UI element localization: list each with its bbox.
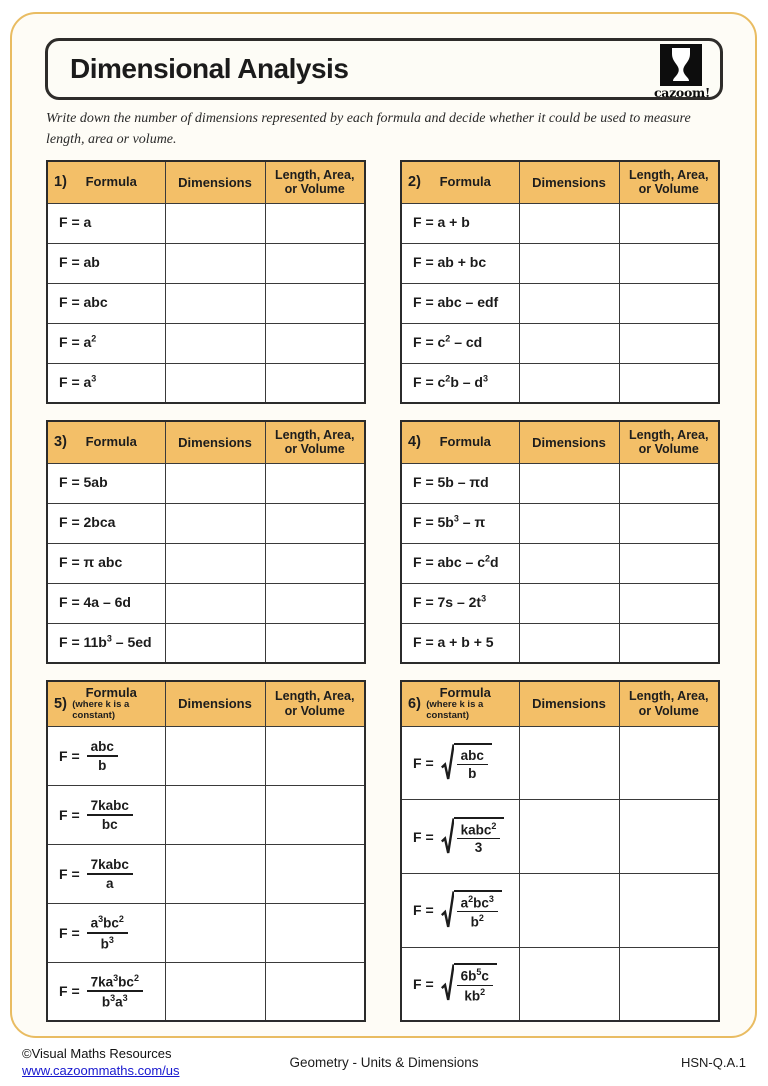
dimensions-header-cell: Dimensions [519,681,619,726]
formula-cell [47,203,165,243]
formula-cell [401,726,519,800]
table-4 [400,420,720,664]
table-row [47,283,365,323]
formula-header-cell [401,161,519,203]
table-header-row [401,681,719,726]
formula-cell [47,283,165,323]
table-row [47,583,365,623]
formula-cell [47,243,165,283]
dimensions-answer-cell [519,283,619,323]
formula-text: F = $\frac{\text{7kabc}}{a}$ [59,857,133,891]
fraction: $\frac{a^3bc^2}{b^3}$ [87,914,128,951]
fraction: $\frac{6b^5c}{kb^2}$ [457,967,493,1003]
formula-cell [401,947,519,1021]
formula-header-label: Formula [85,684,137,700]
formula-cell [47,323,165,363]
dimensions-answer-cell [519,800,619,874]
table-row [401,323,719,363]
formula-cell [401,583,519,623]
formula-text: F = abc – edf [413,294,499,310]
length-area-volume-answer-cell [265,785,365,844]
formula-text: $F = 7s - 2t^3$ [413,593,487,611]
table-row [401,203,719,243]
length-area-volume-answer-cell [619,503,719,543]
formula-header-label: Formula [85,174,137,190]
square-root [441,890,502,931]
square-root [441,963,497,1004]
dimensions-header-cell: Dimensions [519,161,619,203]
table-3 [46,420,366,664]
formula-cell [47,543,165,583]
table-5 [46,680,366,1022]
dimensions-answer-cell [519,623,619,663]
radical-sign-icon [441,817,454,857]
table-6 [400,680,720,1022]
footer-topic: Geometry - Units & Dimensions [289,1055,479,1070]
length-area-volume-answer-cell [619,623,719,663]
table-row [47,962,365,1021]
formula-cell [47,962,165,1021]
cazoom-logo [654,44,711,100]
dimensions-answer-cell [519,203,619,243]
table-row [47,844,365,903]
table-row [401,947,719,1021]
length-area-volume-answer-cell [265,503,365,543]
dimensions-answer-cell [519,543,619,583]
dimensions-answer-cell [165,243,265,283]
dimensions-answer-cell [165,962,265,1021]
length-area-volume-answer-cell [619,543,719,583]
square-root [441,817,505,857]
table-header-row [47,421,365,463]
length-area-volume-answer-cell [265,903,365,962]
table-row [47,203,365,243]
fraction: $\frac{\text{abc}}{b}$ [87,739,118,773]
length-area-volume-answer-cell [619,203,719,243]
dimensions-answer-cell [519,873,619,947]
fraction: $\frac{\text{7kabc}}{bc}$ [87,798,133,832]
formula-text: F = ab + bc [413,254,487,270]
formula-text: F = 2bca [59,514,116,530]
footer-website-link[interactable]: www.cazoommaths.com/us [22,1062,180,1078]
dimensions-header-cell: Dimensions [165,681,265,726]
length-area-volume-answer-cell [619,283,719,323]
length-area-volume-answer-cell [265,583,365,623]
length-area-volume-answer-cell [265,543,365,583]
formula-cell [47,503,165,543]
formula-header-label: Formula [439,434,491,450]
formula-text: $F = 5b^3 - \pi$ [413,513,486,531]
formula-cell [47,623,165,663]
formula-text: $F = c^2b - d^3$ [413,373,488,391]
formula-text: F = abc – $c^2d$ [413,553,499,571]
length-area-volume-header-cell: Length, Area, or Volume [265,681,365,726]
table-header-row [401,161,719,203]
length-area-volume-answer-cell [619,243,719,283]
formula-text: F = a [59,214,92,230]
table-number: 4) [408,434,421,451]
fraction: $\frac{a^2bc^3}{b^2}$ [457,894,498,930]
dimensions-answer-cell [165,785,265,844]
length-area-volume-answer-cell [619,323,719,363]
formula-cell [47,785,165,844]
formula-text: F = a + b [413,214,470,230]
fraction: $\frac{\text{7kabc}}{a}$ [87,857,133,891]
formula-cell [401,873,519,947]
constant-note: (where k is a constant) [426,698,484,721]
table-row [47,543,365,583]
formula-text: F = $\frac{7ka^3bc^2}{b^3a^3}$ [59,973,143,1010]
table-row [47,623,365,663]
dimensions-answer-cell [165,623,265,663]
length-area-volume-answer-cell [265,243,365,283]
length-area-volume-answer-cell [265,726,365,785]
formula-text: $F = c^2$ – cd [413,333,483,351]
page-title: Dimensional Analysis [70,53,349,84]
formula-cell [401,463,519,503]
dimensions-answer-cell [519,947,619,1021]
formula-text: F = $\frac{\text{7kabc}}{bc}$ [59,798,133,832]
formula-cell [47,903,165,962]
dimensions-answer-cell [165,844,265,903]
dimensions-answer-cell [519,583,619,623]
table-row [401,800,719,874]
radical-sign-icon [441,890,454,931]
length-area-volume-answer-cell [265,363,365,403]
formula-cell [47,363,165,403]
formula-cell [401,323,519,363]
dimensions-answer-cell [519,503,619,543]
length-area-volume-answer-cell [265,962,365,1021]
formula-header-cell [401,421,519,463]
formula-cell [401,363,519,403]
instructions-text: Write down the number of dimensions represented by each formula and decide whether it could be used to measure length, area or volume. [46,111,691,147]
table-row [401,726,719,800]
dimensions-answer-cell [165,583,265,623]
dimensions-answer-cell [165,543,265,583]
table-number: 5) [54,695,67,712]
length-area-volume-answer-cell [265,623,365,663]
table-row [47,243,365,283]
table-1 [46,160,366,404]
formula-header-label: Formula [439,684,491,700]
table-header-row [47,681,365,726]
table-2 [400,160,720,404]
dimensions-answer-cell [519,243,619,283]
table-number: 2) [408,174,421,191]
radical-sign-icon [441,963,454,1004]
formula-text: F = $\frac{a^3bc^2}{b^3}$ [59,914,128,951]
length-area-volume-header-cell: Length, Area, or Volume [265,161,365,203]
square-root [441,743,492,783]
length-area-volume-header-cell: Length, Area, or Volume [619,421,719,463]
table-row [401,583,719,623]
dimensions-answer-cell [519,726,619,800]
formula-text: $F = a^2$ [59,333,97,351]
formula-text: F = ab [59,254,100,270]
table-row [47,503,365,543]
dimensions-answer-cell [519,463,619,503]
footer-copyright: ©Visual Maths Resources [22,1046,172,1061]
table-header-row [401,421,719,463]
dimensions-answer-cell [519,363,619,403]
formula-cell [401,800,519,874]
length-area-volume-answer-cell [619,873,719,947]
length-area-volume-answer-cell [619,726,719,800]
table-row [401,363,719,403]
formula-text: F = 4a – 6d [59,594,131,610]
formula-cell [401,543,519,583]
formula-cell [401,283,519,323]
cazoom-logo-icon [660,44,702,86]
length-area-volume-answer-cell [265,844,365,903]
dimensions-answer-cell [165,283,265,323]
length-area-volume-answer-cell [265,463,365,503]
title-box [45,38,723,100]
formula-text: F = $\frac{\text{abc}}{b}$ [413,743,492,783]
formula-header-cell [47,421,165,463]
footer-standard-code: HSN-Q.A.1 [680,1055,746,1070]
dimensions-answer-cell [165,323,265,363]
formula-text: F = $\frac{\text{abc}}{b}$ [59,739,118,773]
table-row [401,243,719,283]
formula-cell [401,503,519,543]
table-row [401,623,719,663]
formula-header-label: Formula [85,434,137,450]
formula-header-cell [47,161,165,203]
dimensions-answer-cell [165,363,265,403]
length-area-volume-answer-cell [619,363,719,403]
formula-text: F = π abc [59,554,123,570]
table-row [47,785,365,844]
table-number: 3) [54,434,67,451]
dimensions-answer-cell [165,203,265,243]
dimensions-header-cell: Dimensions [519,421,619,463]
length-area-volume-answer-cell [619,463,719,503]
dimensions-header-cell: Dimensions [165,421,265,463]
table-row [401,873,719,947]
length-area-volume-header-cell: Length, Area, or Volume [265,421,365,463]
formula-text: F = $\frac{6b^5c}{kb^2}$ [413,963,497,1004]
formula-cell [401,243,519,283]
table-row [401,503,719,543]
formula-cell [47,463,165,503]
formula-cell [401,203,519,243]
length-area-volume-header-cell: Length, Area, or Volume [619,681,719,726]
dimensions-header-cell: Dimensions [165,161,265,203]
table-number: 1) [54,174,67,191]
table-row [401,463,719,503]
length-area-volume-answer-cell [265,283,365,323]
table-row [47,363,365,403]
brand-text: cazoom! [654,85,711,100]
constant-note: (where k is a constant) [72,698,130,721]
fraction: $\frac{kabc^2}{3}$ [457,821,501,856]
table-row [47,463,365,503]
table-row [401,283,719,323]
formula-text: F = $\frac{kabc^2}{3}$ [413,817,504,857]
fraction: $\frac{7ka^3bc^2}{b^3a^3}$ [87,973,143,1010]
dimensions-answer-cell [165,503,265,543]
length-area-volume-answer-cell [619,583,719,623]
formula-cell [47,726,165,785]
length-area-volume-answer-cell [619,800,719,874]
fraction: $\frac{\text{abc}}{b}$ [457,748,488,781]
formula-header-cell [401,681,519,726]
formula-cell [47,844,165,903]
length-area-volume-answer-cell [619,947,719,1021]
formula-header-label: Formula [439,174,491,190]
table-row [401,543,719,583]
radical-sign-icon [441,743,454,783]
dimensions-answer-cell [165,726,265,785]
dimensions-answer-cell [165,903,265,962]
length-area-volume-header-cell: Length, Area, or Volume [619,161,719,203]
formula-text: F = a + b + 5 [413,633,494,650]
formula-cell [401,623,519,663]
formula-header-cell [47,681,165,726]
table-number: 6) [408,695,421,712]
length-area-volume-answer-cell [265,323,365,363]
formula-text: F = abc [59,294,108,310]
formula-text: F = 5b – πd [413,474,489,490]
dimensions-answer-cell [165,463,265,503]
dimensions-answer-cell [519,323,619,363]
length-area-volume-answer-cell [265,203,365,243]
table-row [47,726,365,785]
formula-cell [47,583,165,623]
formula-text: $F = a^3$ [59,373,97,391]
formula-text: F = 5ab [59,474,108,490]
formula-text: $F = 11b^3 - 5ed$ [59,633,152,651]
formula-text: F = $\frac{a^2bc^3}{b^2}$ [413,890,502,931]
table-row [47,323,365,363]
table-row [47,903,365,962]
table-header-row [47,161,365,203]
